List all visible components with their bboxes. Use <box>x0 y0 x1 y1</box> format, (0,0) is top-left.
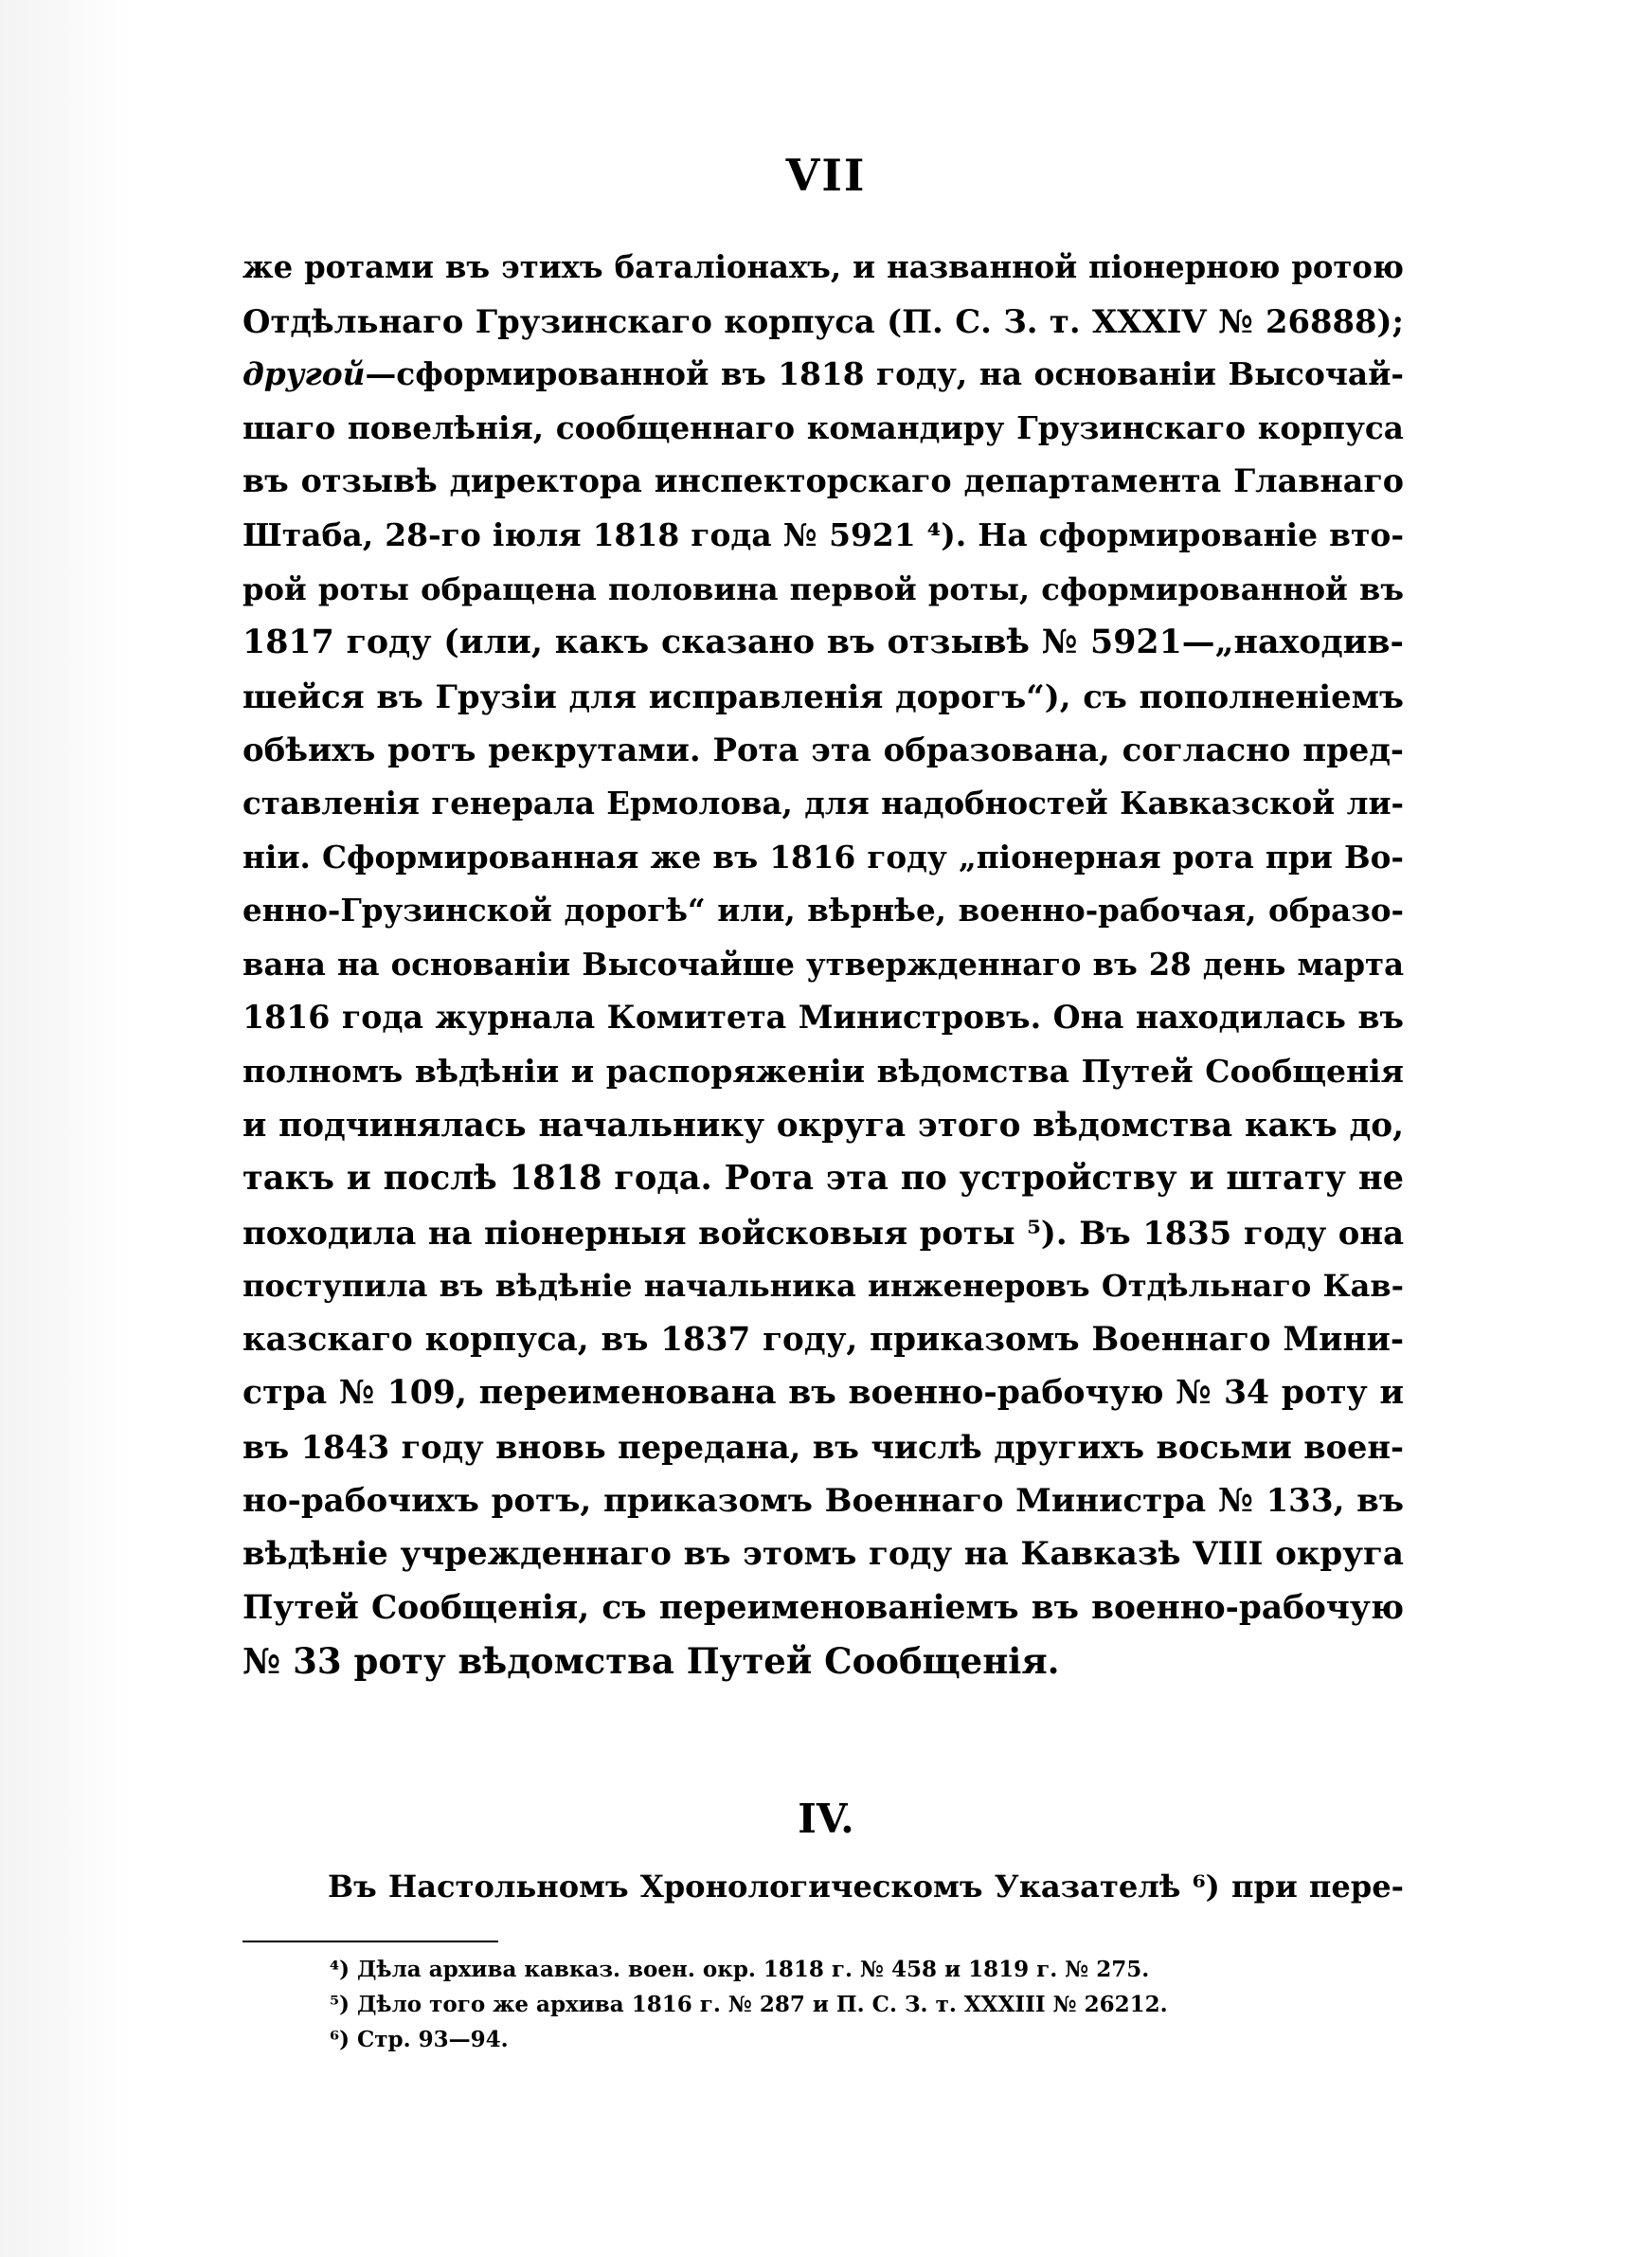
text-line: Штаба, 28-го іюля 1818 года № 5921 ⁴). На сформированіе вто- <box>242 515 1404 553</box>
text-line: но-рабочихъ ротъ, приказомъ Военнаго Министра № 133, въ <box>242 1481 1404 1520</box>
text-line: и подчинялась начальнику округа этого вѣдомства какъ до, <box>242 1106 1404 1145</box>
section-heading: IV. <box>798 1796 854 1842</box>
text-line-rest: —сформированной въ 1818 году, на основаніи Высочай- <box>365 355 1404 393</box>
scan-edge-shading <box>0 0 133 2257</box>
paragraph-continued <box>242 241 1404 1688</box>
text-line: же ротами въ этихъ баталіонахъ, и названной піонерною ротою <box>242 249 1404 285</box>
text-line: шаго повелѣнія, сообщеннаго командиру Грузинскаго корпуса <box>242 408 1404 446</box>
footnotes <box>330 1952 1168 2057</box>
text-line: 1817 году (или, какъ сказано въ отзывѣ № 5921—„находив- <box>242 623 1404 662</box>
text-line: ніи. Сформированная же въ 1816 году „піонерная рота при Во- <box>242 838 1404 876</box>
text-line: обѣихъ ротъ рекрутами. Рота эта образована, согласно пред- <box>242 731 1404 769</box>
text-line: Путей Сообщенія, съ переименованіемъ въ военно-рабочую <box>242 1588 1404 1627</box>
text-line: полномъ вѣдѣніи и распоряженіи вѣдомства Путей Сообщенія <box>242 1052 1404 1090</box>
text-line: 1816 года журнала Комитета Министровъ. Она находилась въ <box>242 999 1404 1037</box>
text-line: поступила въ вѣдѣніе начальника инженеровъ Отдѣльнаго Кав- <box>242 1268 1404 1305</box>
text-line: вана на основаніи Высочайше утвержденнаго въ 28 день марта <box>242 946 1404 983</box>
text-line: шейся въ Грузіи для исправленія дорогъ“), съ пополненіемъ <box>242 677 1404 715</box>
text-line: № 33 роту вѣдомства Путей Сообщенія. <box>242 1640 1060 1683</box>
footnote: ⁵) Дѣло того же архива 1816 г. № 287 и П. С. З. т. XXXIII № 26212. <box>330 1992 1168 2017</box>
text-line: казскаго корпуса, въ 1837 году, приказомъ Военнаго Мини- <box>242 1320 1404 1359</box>
section-first-line: Въ Настольномъ Хронологическомъ Указателѣ ⁶) при пере- <box>328 1869 1404 1905</box>
footnote: ⁴) Дѣла архива кавказ. воен. окр. 1818 г. № 458 и 1819 г. № 275. <box>330 1957 1150 1982</box>
footnote-divider <box>242 1941 498 1942</box>
footnote: ⁶) Стр. 93—94. <box>330 2027 509 2052</box>
text-line: стра № 109, переименована въ военно-рабочую № 34 роту и <box>242 1373 1404 1413</box>
text-line: такъ и послѣ 1818 года. Рота эта по устройству и штату не <box>242 1159 1404 1199</box>
text-line: вѣдѣніе учрежденнаго въ этомъ году на Кавказѣ VIII округа <box>242 1535 1404 1574</box>
text-line: походила на піонерныя войсковыя роты ⁵). Въ 1835 году она <box>242 1213 1404 1252</box>
italic-word: другой <box>242 355 366 393</box>
text-line: въ отзывѣ директора инспекторскаго департамента Главнаго <box>242 462 1404 500</box>
text-line: рой роты обращена половина первой роты, сформированной въ <box>242 570 1404 607</box>
text-line: енно-Грузинской дорогѣ“ или, вѣрнѣе, военно-рабочая, образо- <box>242 892 1404 930</box>
page-number: VII <box>785 150 867 201</box>
text-line: ставленія генерала Ермолова, для надобностей Кавказской ли- <box>242 785 1404 822</box>
text-line: въ 1843 году вновь передана, въ числѣ другихъ восьми воен- <box>242 1428 1404 1467</box>
text-line <box>242 348 1404 402</box>
text-line: Отдѣльнаго Грузинскаго корпуса (П. С. З. т. XXXIV № 26888); <box>242 301 1404 340</box>
